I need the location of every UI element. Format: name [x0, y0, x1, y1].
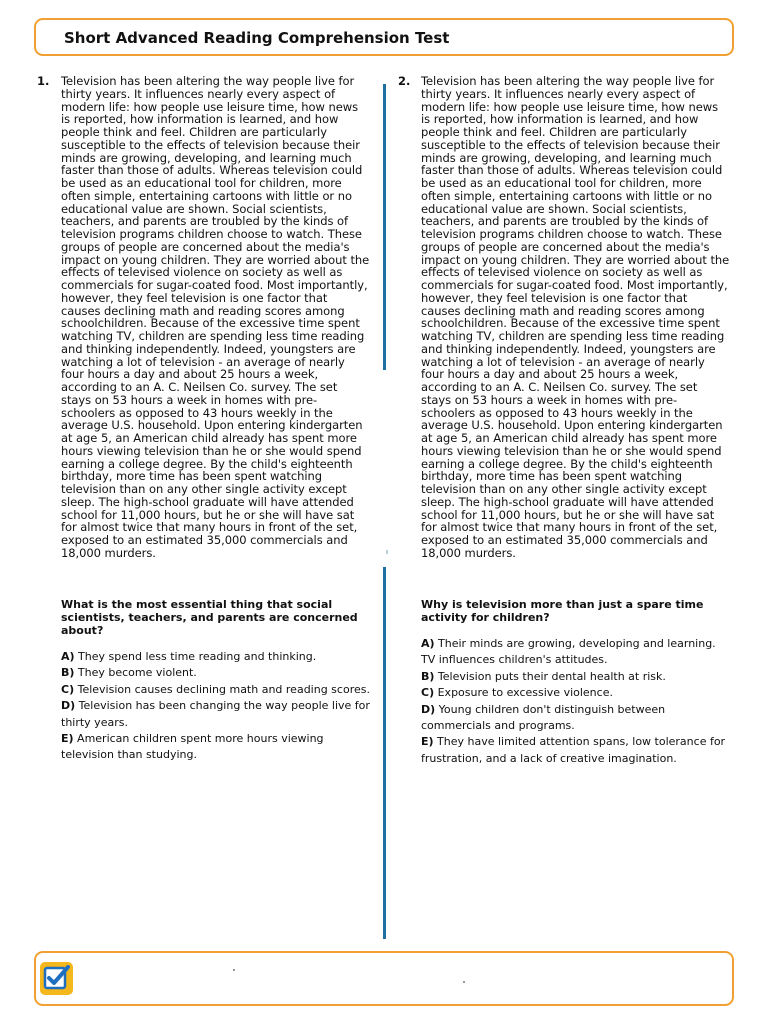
passage-line: commercials for sugar-coated food. Most importantly,	[421, 278, 728, 292]
passage-line: 18,000 murders.	[421, 545, 516, 560]
answer-letter: C)	[61, 682, 75, 696]
question-line: Why is television more than just a spare time	[421, 598, 704, 611]
question-1-prompt	[61, 598, 381, 637]
question-1-answers	[61, 649, 371, 764]
passage-line: schoolers as opposed to 43 hours weekly in the	[61, 405, 333, 420]
passage-line: effects of televised violence on society as well as	[421, 265, 703, 280]
answer-letter: D)	[61, 699, 76, 713]
passage-line: hours viewing television than he or she would spend	[421, 443, 722, 458]
answer-text: They spend less time reading and thinking.	[78, 650, 317, 663]
passage-line: minds are growing, developing, and learning much	[421, 150, 712, 165]
footer-dot	[463, 981, 465, 983]
question-number-2: 2.	[398, 74, 411, 88]
answer-letter: C)	[421, 686, 435, 700]
answer-text: Television causes declining math and reading scores.	[77, 682, 370, 696]
passage-line: television than on any other single activity except	[61, 482, 347, 496]
question-line: What is the most essential thing that social	[61, 598, 333, 611]
passage-line: teachers, and parents are troubled by the kinds of	[61, 214, 349, 229]
footer-banner	[34, 951, 734, 1006]
answer-option-d	[61, 698, 371, 731]
answer-letter: B)	[61, 666, 75, 680]
question-line: scientists, teachers, and parents are concerned	[61, 611, 358, 624]
passage-line: impact on young children. They are worried about the	[61, 252, 370, 267]
passage-line: faster than those of adults. Whereas television could	[421, 163, 723, 178]
passage-line: earning a college degree. By the child's eighteenth	[421, 456, 713, 471]
answer-text: Young children don't distinguish between commercials and programs.	[421, 702, 666, 733]
passage-2	[421, 75, 741, 560]
passage-line: educational value are shown. Social scientists,	[421, 201, 687, 216]
passage-line: is reported, how information is learned, and how	[61, 112, 339, 127]
passage-line: birthday, more time has been spent watching	[61, 469, 322, 484]
passage-line: at age 5, an American child already has spent more	[421, 431, 717, 445]
passage-line: television than on any other single activity except	[421, 482, 707, 496]
checkbox-check-icon	[40, 962, 73, 995]
passage-line: for almost twice that many hours in front of the set,	[421, 520, 718, 535]
answer-option-b	[421, 669, 733, 685]
answer-text: Television has been changing the way people live for thirty years.	[61, 699, 370, 729]
passage-line: four hours a day and about 25 hours a week,	[61, 367, 319, 382]
passage-line: school for 11,000 hours, but he or she will have sat	[421, 507, 715, 522]
passage-line: be used as an educational tool for children, more	[421, 176, 702, 190]
answer-option-c	[421, 685, 733, 701]
passage-line: four hours a day and about 25 hours a week,	[421, 367, 679, 382]
column-divider-gap-mark	[386, 550, 388, 554]
passage-line: causes declining math and reading scores among	[421, 303, 705, 318]
passage-line: birthday, more time has been spent watching	[421, 469, 682, 484]
passage-line: watching a lot of television - an average of nearly	[421, 354, 705, 369]
passage-line: educational value are shown. Social scientists,	[61, 201, 327, 216]
question-2-prompt	[421, 598, 741, 624]
answer-letter: A)	[61, 650, 75, 663]
passage-line: commercials for sugar-coated food. Most importantly,	[61, 278, 368, 292]
passage-line: school for 11,000 hours, but he or she will have sat	[61, 507, 355, 522]
answer-letter: E)	[421, 735, 434, 749]
answer-text: Television puts their dental health at risk.	[437, 669, 666, 683]
answer-text: They become violent.	[77, 666, 197, 680]
passage-line: often simple, entertaining cartoons with little or no	[61, 188, 352, 203]
passage-line: average U.S. household. Upon entering kindergarten	[61, 418, 363, 433]
passage-line: faster than those of adults. Whereas television could	[61, 163, 363, 178]
passage-line: people think and feel. Children are particularly	[61, 125, 327, 139]
answer-option-b	[61, 665, 371, 681]
answer-option-d	[421, 702, 733, 735]
passage-line: watching TV, children are spending less time reading	[61, 329, 365, 343]
answer-option-e	[61, 731, 371, 764]
passage-line: schoolers as opposed to 43 hours weekly in the	[421, 405, 693, 420]
passage-line: causes declining math and reading scores among	[61, 303, 345, 318]
passage-line: be used as an educational tool for children, more	[61, 176, 342, 190]
question-2-answers	[421, 636, 733, 767]
passage-line: modern life: how people use leisure time, how news	[421, 99, 719, 114]
passage-1	[61, 75, 381, 560]
passage-line: television programs children choose to watch. These	[421, 227, 722, 241]
column-divider-bottom	[383, 567, 386, 939]
passage-line: Television has been altering the way people live for	[421, 74, 715, 88]
passage-line: exposed to an estimated 35,000 commercials and	[421, 533, 708, 547]
passage-line: however, they feel television is one factor that	[61, 290, 328, 305]
passage-line: according to an A. C. Neilsen Co. survey. The set	[421, 380, 698, 394]
passage-line: stays on 53 hours a week in homes with pre-	[61, 392, 318, 407]
page-title: Short Advanced Reading Comprehension Test	[64, 29, 450, 47]
answer-text: American children spent more hours viewing television than studying.	[61, 732, 324, 762]
passage-line: sleep. The high-school graduate will have attended	[61, 494, 354, 509]
passage-line: earning a college degree. By the child's eighteenth	[61, 456, 353, 471]
answer-text: Their minds are growing, developing and learning. TV influences children's attitudes.	[421, 637, 716, 667]
passage-line: 18,000 murders.	[61, 545, 156, 560]
answer-text: They have limited attention spans, low tolerance for frustration, and a lack of creative imagination.	[421, 735, 726, 765]
passage-line: schoolchildren. Because of the excessive time spent	[61, 316, 360, 331]
passage-line: hours viewing television than he or she would spend	[61, 443, 362, 458]
question-line: activity for children?	[421, 611, 550, 624]
passage-line: susceptible to the effects of television because their	[61, 137, 360, 152]
passage-line: teachers, and parents are troubled by the kinds of	[421, 214, 709, 229]
answer-letter: E)	[61, 732, 74, 746]
passage-line: thirty years. It influences nearly every aspect of	[421, 86, 696, 101]
passage-line: average U.S. household. Upon entering kindergarten	[421, 418, 723, 433]
answer-letter: B)	[421, 669, 435, 683]
passage-line: exposed to an estimated 35,000 commercials and	[61, 533, 348, 547]
passage-line: according to an A. C. Neilsen Co. survey. The set	[61, 380, 338, 394]
title-banner	[34, 18, 734, 56]
passage-line: watching a lot of television - an average of nearly	[61, 354, 345, 369]
passage-line: effects of televised violence on society as well as	[61, 265, 343, 280]
passage-line: minds are growing, developing, and learning much	[61, 150, 352, 165]
answer-option-c	[61, 682, 371, 698]
footer-dot	[233, 969, 235, 971]
passage-line: groups of people are concerned about the media's	[421, 239, 710, 254]
question-number-1: 1.	[37, 74, 50, 88]
passage-line: and thinking independently. Indeed, youngsters are	[61, 341, 356, 356]
passage-line: sleep. The high-school graduate will have attended	[421, 494, 714, 509]
passage-line: for almost twice that many hours in front of the set,	[61, 520, 358, 535]
passage-line: modern life: how people use leisure time, how news	[61, 99, 359, 114]
passage-line: is reported, how information is learned, and how	[421, 112, 699, 127]
answer-option-a	[61, 649, 371, 665]
passage-line: at age 5, an American child already has spent more	[61, 431, 357, 445]
answer-option-a	[421, 636, 733, 669]
question-line: about?	[61, 624, 104, 637]
passage-line: thirty years. It influences nearly every aspect of	[61, 86, 336, 101]
passage-line: susceptible to the effects of television because their	[421, 137, 720, 152]
passage-line: groups of people are concerned about the media's	[61, 239, 350, 254]
passage-line: often simple, entertaining cartoons with little or no	[421, 188, 712, 203]
passage-line: impact on young children. They are worried about the	[421, 252, 730, 267]
answer-option-e	[421, 734, 733, 767]
passage-line: watching TV, children are spending less time reading	[421, 329, 725, 343]
passage-line: and thinking independently. Indeed, youngsters are	[421, 341, 716, 356]
passage-line: Television has been altering the way people live for	[61, 74, 355, 88]
passage-line: people think and feel. Children are particularly	[421, 125, 687, 139]
passage-line: schoolchildren. Because of the excessive time spent	[421, 316, 720, 331]
column-divider-top	[383, 84, 386, 370]
answer-letter: A)	[421, 637, 435, 650]
answer-text: Exposure to excessive violence.	[437, 686, 613, 700]
passage-line: television programs children choose to watch. These	[61, 227, 362, 241]
passage-line: stays on 53 hours a week in homes with pre-	[421, 392, 678, 407]
passage-line: however, they feel television is one factor that	[421, 290, 688, 305]
answer-letter: D)	[421, 702, 436, 716]
